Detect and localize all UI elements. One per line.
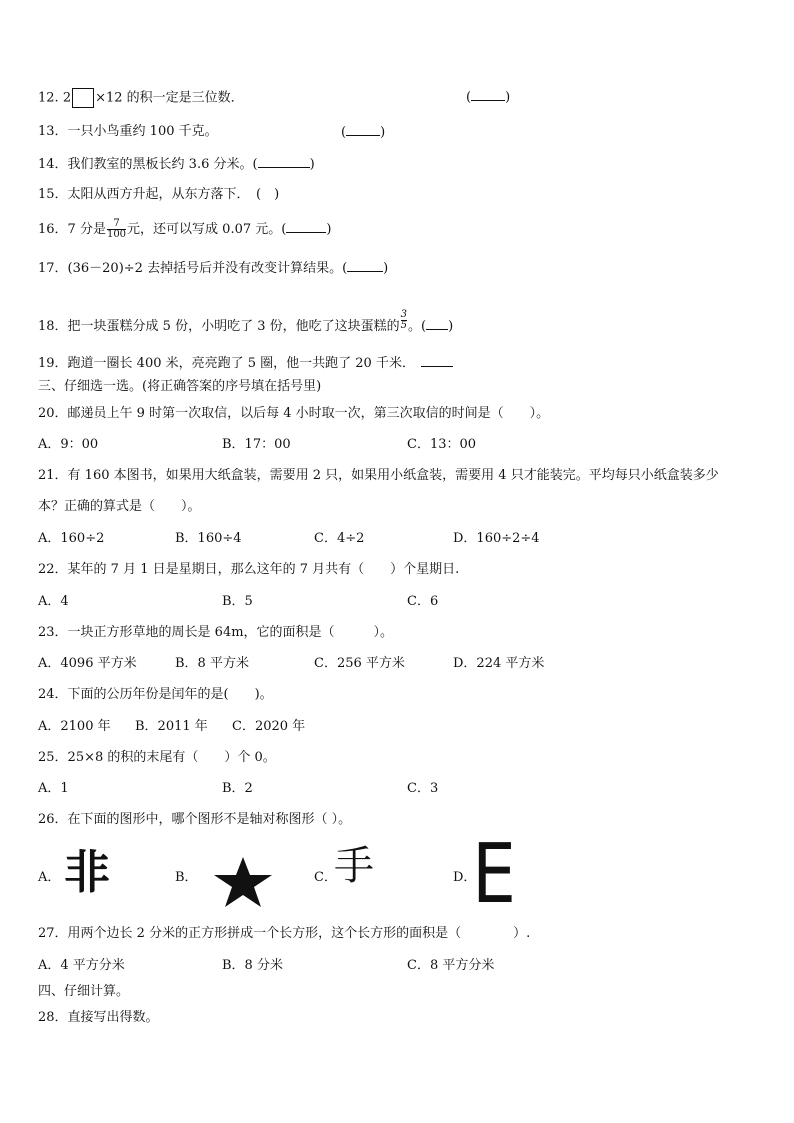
q25-option-b[interactable]: B．2: [222, 781, 253, 796]
q26-option-b[interactable]: B．: [175, 870, 198, 885]
q13-answer[interactable]: ( ): [341, 125, 386, 140]
q27-option-b[interactable]: B．8 分米: [222, 958, 283, 973]
q21-option-c[interactable]: C．4÷2: [314, 531, 365, 546]
q20-option-b[interactable]: B．17：00: [222, 437, 291, 452]
question-14: 14．我们教室的黑板长约 3.6 分米。( ): [38, 157, 315, 172]
q14-text: 14．我们教室的黑板长约 3.6 分米。(: [38, 157, 258, 172]
q26-shape-e: E: [472, 827, 517, 922]
question-12: [38, 88, 244, 108]
fraction-7-100: $\frac{7}{100}$: [106, 218, 127, 240]
question-15: [38, 186, 279, 204]
q21-option-d[interactable]: D．160÷2÷4: [453, 531, 540, 546]
q26-shape-shou: 手: [334, 843, 374, 889]
q12-number: 12.: [38, 90, 59, 106]
star-icon: [212, 856, 274, 908]
answer-box[interactable]: [72, 88, 94, 108]
section-4-heading: 四、仔细计算。: [38, 984, 130, 999]
question-26: 26．在下面的图形中，哪个图形不是轴对称图形（ ）。: [38, 812, 352, 827]
question-17: 17．(36－20)÷2 去掉括号后并没有改变计算结果。( ): [38, 261, 389, 276]
q24-option-a[interactable]: A．2100 年: [38, 719, 111, 734]
question-16: 16．7 分是 $\frac{7}{100}$ 元，还可以写成 0.07 元。( ): [38, 218, 332, 240]
q25-option-a[interactable]: A．1: [38, 781, 69, 796]
q23-option-a[interactable]: A．4096 平方米: [38, 656, 137, 671]
q12-pre: 2: [62, 90, 72, 106]
q16-blank[interactable]: [286, 220, 326, 233]
question-23: 23．一块正方形草地的周长是 64m，它的面积是（ ）。: [38, 625, 394, 640]
fraction-3-5: $\frac{3}{5}$: [400, 309, 407, 331]
q23-option-d[interactable]: D．224 平方米: [453, 656, 545, 671]
question-27: 27．用两个边长 2 分米的正方形拼成一个长方形，这个长方形的面积是（ ）.: [38, 926, 531, 941]
question-13: [38, 123, 218, 141]
q23-option-b[interactable]: B．8 平方米: [175, 656, 249, 671]
question-24: 24．下面的公历年份是闰年的是( )。: [38, 687, 273, 702]
q23-option-c[interactable]: C．256 平方米: [314, 656, 405, 671]
section-3-heading: 三、仔细选一选。(将正确答案的序号填在括号里): [38, 379, 322, 394]
question-21: 21．有 160 本图书，如果用大纸盒装，需要用 2 只，如果用小纸盒装，需要用 4 只才能装完。平均每只小纸盒装多少: [38, 468, 719, 483]
q21-option-b[interactable]: B．160÷4: [175, 531, 242, 546]
q26-option-d[interactable]: D．: [453, 870, 477, 885]
q14-blank[interactable]: [258, 155, 310, 168]
question-20: 20．邮递员上午 9 时第一次取信，以后每 4 小时取一次，第三次取信的时间是（ ）。: [38, 406, 550, 421]
q27-option-a[interactable]: A．4 平方分米: [38, 958, 125, 973]
question-25: 25．25×8 的积的末尾有（ ）个 0。: [38, 750, 276, 765]
q19-blank[interactable]: [421, 354, 453, 367]
q20-option-a[interactable]: A．9：00: [38, 437, 99, 452]
q22-option-c[interactable]: C．6: [407, 594, 439, 609]
q26-option-c[interactable]: C．: [314, 870, 337, 885]
q18-blank[interactable]: [426, 317, 448, 330]
question-28: 28．直接写出得数。: [38, 1010, 159, 1025]
q27-option-c[interactable]: C．8 平方分米: [407, 958, 495, 973]
q15-text: 15．太阳从西方升起，从东方落下． ( ): [38, 187, 280, 202]
question-19: 19．跑道一圈长 400 米，亮亮跑了 5 圈，他一共跑了 20 千米．: [38, 354, 453, 373]
q22-option-b[interactable]: B．5: [222, 594, 253, 609]
q24-option-c[interactable]: C．2020 年: [232, 719, 306, 734]
q20-option-c[interactable]: C．13：00: [407, 437, 477, 452]
q12-post: ×12 的积一定是三位数．: [95, 90, 244, 106]
q13-text: 13．一只小鸟重约 100 千克。: [38, 124, 218, 139]
q12-answer[interactable]: ( ): [466, 90, 511, 105]
q25-option-c[interactable]: C．3: [407, 781, 439, 796]
q22-option-a[interactable]: A．4: [38, 594, 69, 609]
q21-option-a[interactable]: A．160÷2: [38, 531, 105, 546]
question-18: 18．把一块蛋糕分成 5 份，小明吃了 3 份，他吃了这块蛋糕的 $\frac{3}{5}$ 。( ): [38, 309, 454, 334]
q26-shape-fei: 非: [64, 845, 110, 899]
q17-blank[interactable]: [347, 259, 383, 272]
q24-option-b[interactable]: B．2011 年: [135, 719, 208, 734]
question-22: 22．某年的 7 月 1 日是星期日，那么这年的 7 月共有（ ）个星期日.: [38, 562, 460, 577]
q26-option-a[interactable]: A．: [38, 870, 61, 885]
question-21-cont: 本？正确的算式是（ ）。: [38, 499, 201, 514]
